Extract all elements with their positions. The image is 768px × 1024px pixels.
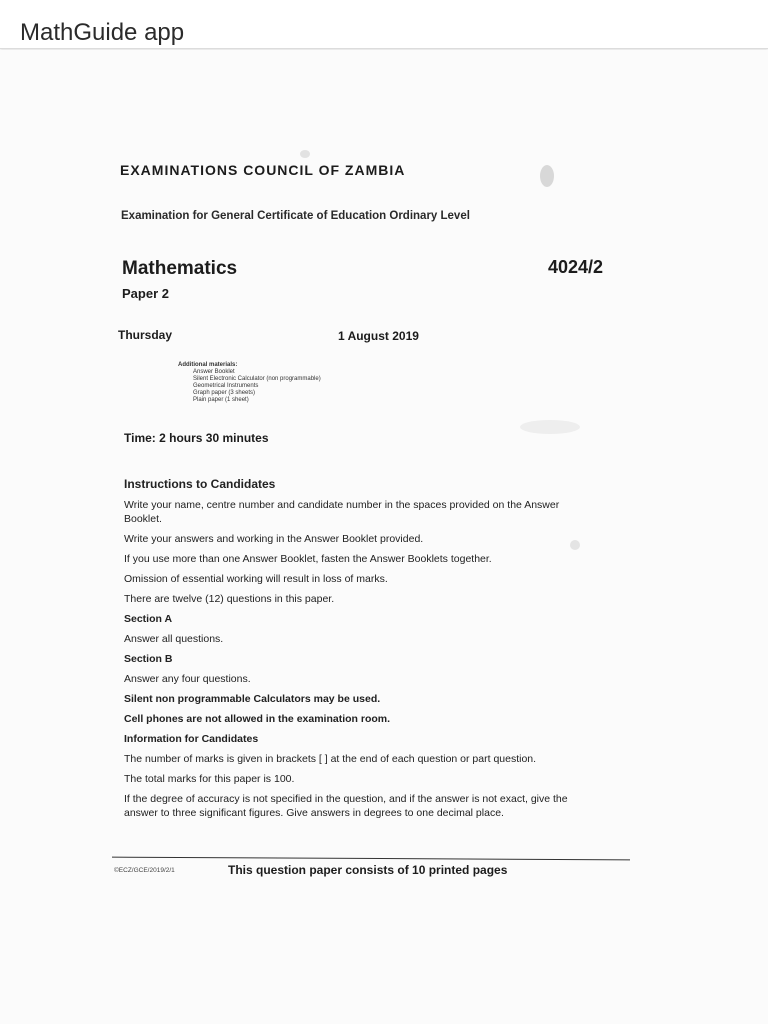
instruction-line: Answer any four questions. — [124, 673, 251, 685]
instruction-line: The total marks for this paper is 100. — [124, 773, 295, 785]
exam-date: 1 August 2019 — [338, 329, 419, 343]
scan-speck — [520, 420, 580, 434]
material-item: Plain paper (1 sheet) — [193, 397, 249, 403]
exam-day: Thursday — [118, 328, 173, 342]
material-item: Silent Electronic Calculator (non programmable) — [193, 376, 321, 382]
instruction-line: If you use more than one Answer Booklet, fasten the Answer Booklets together. — [124, 553, 492, 565]
phone-note: Cell phones are not allowed in the examination room. — [124, 713, 391, 725]
instructions-block — [124, 477, 594, 826]
app-title: MathGuide app — [20, 19, 185, 46]
scan-speck — [570, 540, 580, 550]
material-item: Geometrical Instruments — [193, 383, 259, 389]
paper-code: 4024/2 — [548, 257, 604, 277]
instruction-line: Omission of essential working will result in loss of marks. — [124, 573, 388, 585]
additional-materials — [178, 362, 321, 404]
footer-divider — [112, 857, 630, 861]
instructions-heading: Instructions to Candidates — [124, 477, 276, 491]
app-header — [0, 0, 768, 49]
section-b-heading: Section B — [124, 653, 173, 665]
material-item: Answer Booklet — [193, 369, 235, 375]
exam-paper-page — [0, 50, 768, 1024]
materials-heading: Additional materials: — [178, 362, 238, 368]
instruction-line: Answer all questions. — [124, 633, 224, 645]
calculator-note: Silent non programmable Calculators may be used. — [124, 693, 381, 705]
information-heading: Information for Candidates — [124, 733, 259, 745]
paper-number: Paper 2 — [122, 286, 169, 301]
scan-speck — [300, 150, 310, 158]
exam-level: Examination for General Certificate of Education Ordinary Level — [121, 210, 470, 222]
instruction-line: Write your name, centre number and candidate number in the spaces provided on the Answer Booklet. — [124, 499, 560, 525]
instruction-line: The number of marks is given in brackets [ ] at the end of each question or part question. — [124, 753, 537, 765]
council-name: EXAMINATIONS COUNCIL OF ZAMBIA — [120, 162, 406, 178]
exam-duration: Time: 2 hours 30 minutes — [124, 431, 269, 445]
footer-page-count: This question paper consists of 10 printed pages — [228, 863, 508, 877]
scan-speck — [540, 165, 554, 187]
section-a-heading: Section A — [124, 613, 173, 625]
material-item: Graph paper (3 sheets) — [193, 390, 256, 396]
instruction-line: There are twelve (12) questions in this paper. — [124, 593, 335, 605]
footer-reference: ©ECZ/GCE/2019/2/1 — [114, 867, 175, 874]
instruction-line: Write your answers and working in the Answer Booklet provided. — [124, 533, 424, 545]
subject-title: Mathematics — [122, 258, 238, 279]
instruction-line: If the degree of accuracy is not specified in the question, and if the answer is not exact, give the answer to three significant figures. Give answers in degrees to one decimal place. — [124, 793, 568, 819]
